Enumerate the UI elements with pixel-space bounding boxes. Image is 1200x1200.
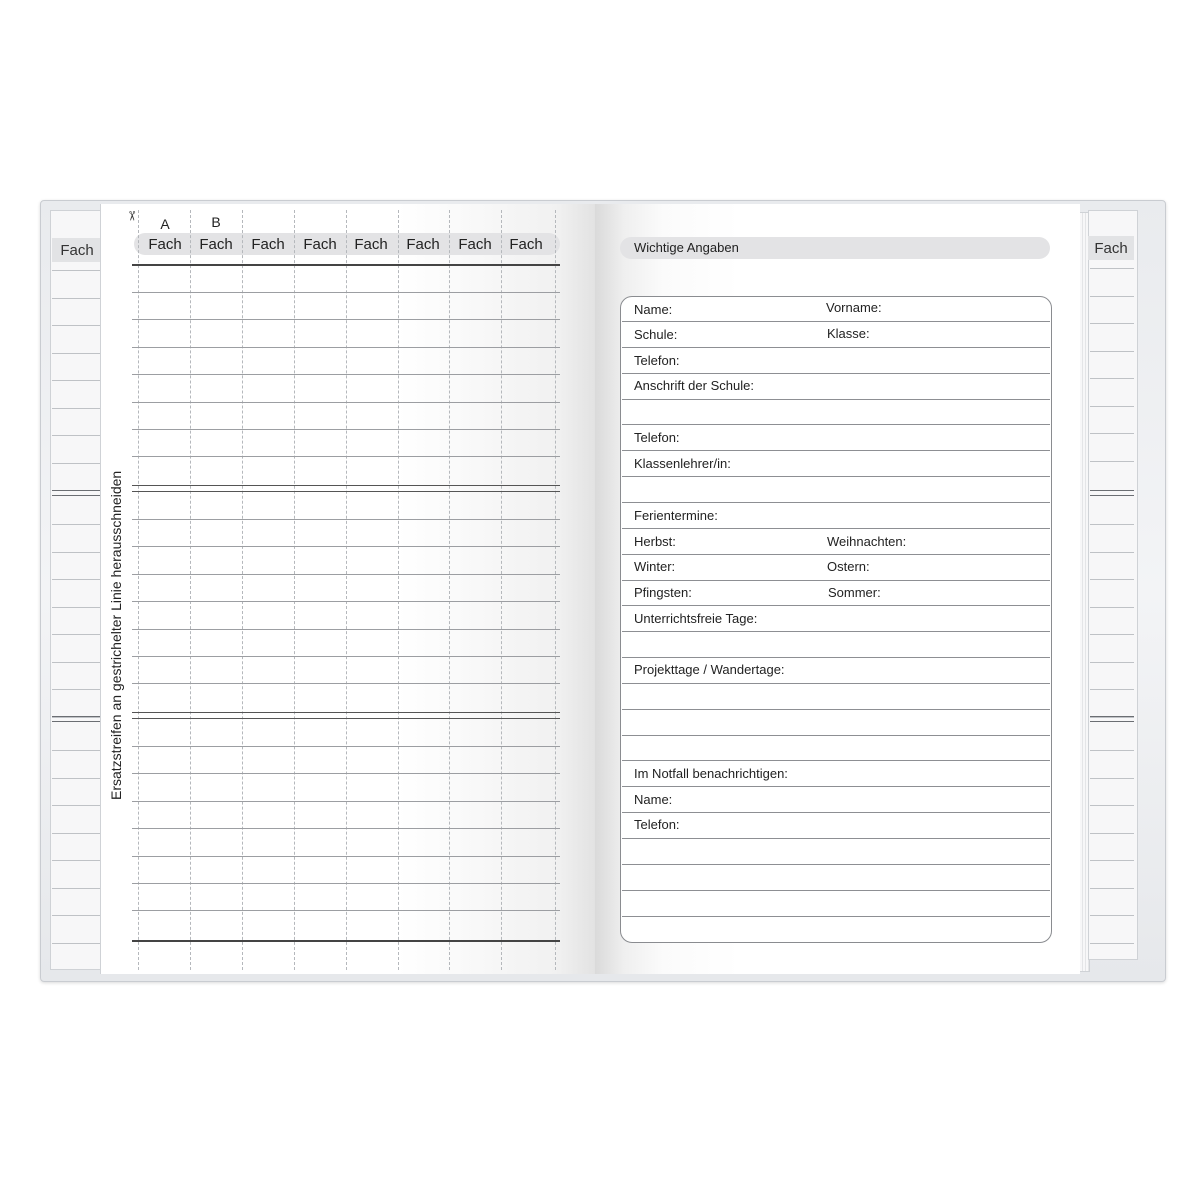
grid-row-line <box>132 319 560 320</box>
left-flap-row-line <box>52 860 102 861</box>
label-im-notfall: Im Notfall benachrichtigen: <box>634 766 788 781</box>
right-flap-divider <box>1090 716 1134 722</box>
right-flap-row-line <box>1090 406 1134 407</box>
section-title: Wichtige Angaben <box>634 240 739 255</box>
form-row-line <box>622 347 1050 348</box>
grid-row-line <box>132 773 560 774</box>
left-flap-row-line <box>52 943 102 944</box>
left-flap-row-line <box>52 353 102 354</box>
form-row-line <box>622 424 1050 425</box>
right-flap-row-line <box>1090 351 1134 352</box>
grid-row-line <box>132 828 560 829</box>
right-flap-row-line <box>1090 860 1134 861</box>
column-header-fach-2: Fach <box>199 236 233 253</box>
form-row-line <box>622 760 1050 761</box>
right-flap-row-line <box>1090 805 1134 806</box>
column-header-fach-6: Fach <box>406 236 440 253</box>
form-row-line <box>622 450 1050 451</box>
right-flap-row-line <box>1090 634 1134 635</box>
form-row-line <box>622 502 1050 503</box>
grid-section-divider <box>132 712 560 719</box>
label-name: Name: <box>634 302 673 317</box>
form-row-line <box>622 554 1050 555</box>
column-header-fach-7: Fach <box>458 236 492 253</box>
grid-row-line <box>132 883 560 884</box>
right-flap-row-line <box>1090 461 1134 462</box>
label-klasse: Klasse: <box>827 326 870 341</box>
grid-row-line <box>132 856 560 857</box>
grid-row-line <box>132 374 560 375</box>
grid-row-line <box>132 683 560 684</box>
grid-row-line <box>132 601 560 602</box>
label-schule: Schule: <box>634 327 678 342</box>
left-flap-row-line <box>52 435 102 436</box>
left-flap-row-line <box>52 662 102 663</box>
left-flap-row-line <box>52 270 102 271</box>
grid-row-line <box>132 574 560 575</box>
label-ferientermine: Ferientermine: <box>634 508 718 523</box>
left-flap-row-line <box>52 634 102 635</box>
right-flap-row-line <box>1090 296 1134 297</box>
right-flap-row-line <box>1090 524 1134 525</box>
label-pfingsten: Pfingsten: <box>634 585 692 600</box>
left-flap-row-line <box>52 325 102 326</box>
label-vorname: Vorname: <box>826 300 882 315</box>
right-flap-label: Fach <box>1094 239 1128 257</box>
left-flap-row-line <box>52 778 102 779</box>
form-row-line <box>622 735 1050 736</box>
form-row-line <box>622 864 1050 865</box>
grid-row-line <box>132 746 560 747</box>
grid-row-line <box>132 519 560 520</box>
left-flap-row-line <box>52 750 102 751</box>
right-flap-row-line <box>1090 378 1134 379</box>
label-sommer: Sommer: <box>828 585 881 600</box>
right-flap-row-line <box>1090 915 1134 916</box>
form-row-line <box>622 476 1050 477</box>
grid-row-line <box>132 910 560 911</box>
scissors-icon: ✂ <box>124 210 140 222</box>
form-row-line <box>622 399 1050 400</box>
left-flap-divider <box>52 716 102 722</box>
right-flap-row-line <box>1090 433 1134 434</box>
right-flap-row-line <box>1090 552 1134 553</box>
right-flap-divider <box>1090 490 1134 496</box>
label-projekttage: Projekttage / Wandertage: <box>634 662 785 677</box>
left-flap-row-line <box>52 298 102 299</box>
form-row-line <box>622 528 1050 529</box>
form-row-line <box>622 890 1050 891</box>
form-row-line <box>622 631 1050 632</box>
left-flap-row-line <box>52 524 102 525</box>
label-unterrichtsfreie-tage: Unterrichtsfreie Tage: <box>634 611 758 626</box>
column-header-fach-8: Fach <box>509 236 543 253</box>
grid-row-line <box>132 629 560 630</box>
right-flap-header <box>1088 236 1134 260</box>
right-flap-row-line <box>1090 323 1134 324</box>
right-flap-row-line <box>1090 943 1134 944</box>
right-flap-row-line <box>1090 888 1134 889</box>
right-flap-row-line <box>1090 579 1134 580</box>
column-header-fach-4: Fach <box>303 236 337 253</box>
column-header-fach-3: Fach <box>251 236 285 253</box>
right-flap-row-line <box>1090 662 1134 663</box>
label-weihnachten: Weihnachten: <box>827 534 907 549</box>
form-row-line <box>622 321 1050 322</box>
column-letter-a: A <box>160 216 170 232</box>
label-anschrift-der-schule: Anschrift der Schule: <box>634 378 754 393</box>
label-notfall-telefon: Telefon: <box>634 817 680 832</box>
grid-row-line <box>132 429 560 430</box>
grid-row-line <box>132 347 560 348</box>
label-winter: Winter: <box>634 559 676 574</box>
left-flap-row-line <box>52 689 102 690</box>
left-flap-divider <box>52 490 102 496</box>
left-cover-flap <box>50 210 104 970</box>
column-letter-b: B <box>211 214 221 230</box>
label-ostern: Ostern: <box>827 559 870 574</box>
left-flap-row-line <box>52 408 102 409</box>
right-flap-row-line <box>1090 778 1134 779</box>
grid-row-line <box>132 456 560 457</box>
left-flap-header <box>52 238 102 262</box>
column-header-fach-1: Fach <box>148 236 182 253</box>
right-flap-row-line <box>1090 833 1134 834</box>
column-header-fach-5: Fach <box>354 236 388 253</box>
grid-row-line <box>132 801 560 802</box>
right-flap-row-line <box>1090 268 1134 269</box>
left-flap-row-line <box>52 380 102 381</box>
form-row-line <box>622 373 1050 374</box>
grid-row-line <box>132 402 560 403</box>
left-flap-row-line <box>52 552 102 553</box>
label-herbst: Herbst: <box>634 534 676 549</box>
left-flap-row-line <box>52 915 102 916</box>
left-flap-row-line <box>52 579 102 580</box>
left-flap-label: Fach <box>60 241 94 259</box>
form-row-line <box>622 580 1050 581</box>
right-flap-row-line <box>1090 607 1134 608</box>
right-flap-row-line <box>1090 689 1134 690</box>
form-row-line <box>622 916 1050 917</box>
label-telefon: Telefon: <box>634 353 680 368</box>
left-flap-row-line <box>52 463 102 464</box>
form-row-line <box>622 657 1050 658</box>
form-row-line <box>622 786 1050 787</box>
form-row-line <box>622 709 1050 710</box>
cut-instruction-text: Ersatzstreifen an gestrichelter Linie herausschneiden <box>108 470 124 800</box>
form-row-line <box>622 838 1050 839</box>
form-row-line <box>622 812 1050 813</box>
form-row-line <box>622 683 1050 684</box>
grid-top-rule <box>132 264 560 266</box>
grid-section-divider <box>132 485 560 492</box>
grid-row-line <box>132 546 560 547</box>
grid-row-line <box>132 656 560 657</box>
label-notfall-name: Name: <box>634 792 673 807</box>
right-flap-row-line <box>1090 750 1134 751</box>
grid-row-line <box>132 292 560 293</box>
left-flap-row-line <box>52 805 102 806</box>
grid-bottom-rule <box>132 940 560 942</box>
left-flap-row-line <box>52 607 102 608</box>
form-row-line <box>622 605 1050 606</box>
left-flap-row-line <box>52 833 102 834</box>
label-klassenlehrer: Klassenlehrer/in: <box>634 456 731 471</box>
left-flap-row-line <box>52 888 102 889</box>
label-schule-telefon: Telefon: <box>634 430 680 445</box>
